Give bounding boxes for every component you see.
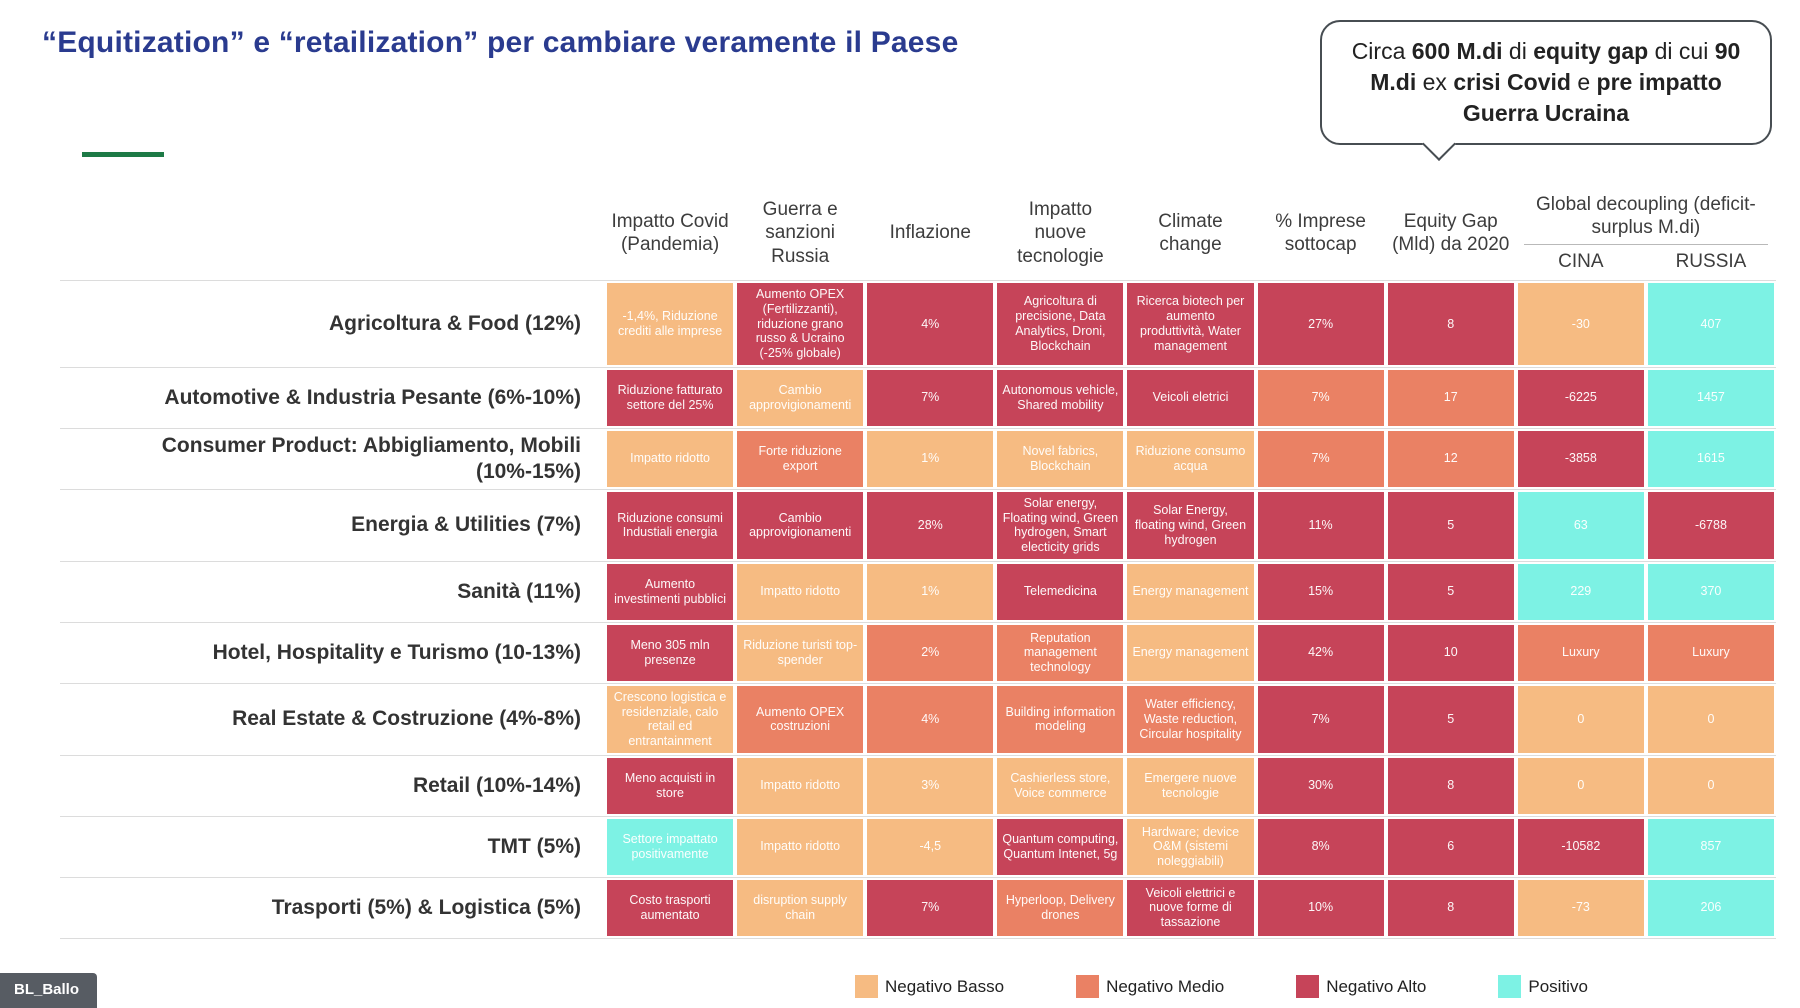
table-cell: 8 (1388, 758, 1514, 814)
table-cell: 7% (1258, 431, 1384, 487)
legend-swatch (1076, 975, 1099, 998)
column-group-global-decoupling (1516, 193, 1776, 273)
table-cell: Impatto ridotto (607, 431, 733, 487)
table-cell: 3% (867, 758, 993, 814)
table-row (60, 561, 1776, 622)
table-cell: Aumento OPEX (Fertilizzanti), riduzione grano russo & Ucraino (-25% globale) (737, 283, 863, 365)
table-cell: Ricerca biotech per aumento produttività, Water management (1127, 283, 1253, 365)
table-cell: 5 (1388, 564, 1514, 620)
column-header-equity-gap: Equity Gap (Mld) da 2020 (1392, 210, 1510, 255)
column-header-cina: CINA (1558, 251, 1604, 273)
table-cell: 30% (1258, 758, 1384, 814)
column-header-inflazione: Inflazione (889, 222, 971, 244)
table-cell: 10 (1388, 625, 1514, 681)
table-cell: Solar Energy, floating wind, Green hydrogen (1127, 492, 1253, 559)
table-cell: Meno 305 mln presenze (607, 625, 733, 681)
table-cell: 8% (1258, 819, 1384, 875)
table-row (60, 816, 1776, 877)
legend-item (1076, 975, 1224, 998)
table-cell: -6788 (1648, 492, 1774, 559)
color-legend (855, 975, 1588, 998)
row-label: Agricoltura & Food (12%) (328, 311, 581, 335)
table-cell: 6 (1388, 819, 1514, 875)
table-cell: Crescono logistica e residenziale, calo retail ed entrantainment (607, 686, 733, 753)
legend-item (1498, 975, 1588, 998)
row-label: Automotive & Industria Pesante (6%-10%) (164, 385, 581, 409)
table-cell: Quantum computing, Quantum Intenet, 5g (997, 819, 1123, 875)
table-cell: Riduzione consumi Industiali energia (607, 492, 733, 559)
table-cell: -6225 (1518, 370, 1644, 426)
table-row (60, 755, 1776, 816)
row-label: Energia & Utilities (7%) (351, 513, 581, 537)
table-cell: Veicoli eletrici (1127, 370, 1253, 426)
legend-label: Negativo Basso (885, 976, 1005, 996)
table-cell: Autonomous vehicle, Shared mobility (997, 370, 1123, 426)
table-cell: Hyperloop, Delivery drones (997, 880, 1123, 936)
row-label: Consumer Product: Abbigliamento, Mobili (10%-15%) (161, 433, 581, 483)
table-cell: -3858 (1518, 431, 1644, 487)
table-cell: Impatto ridotto (737, 564, 863, 620)
table-cell: 4% (867, 283, 993, 365)
table-cell: Forte riduzione export (737, 431, 863, 487)
table-row (60, 489, 1776, 561)
table-cell: Veicoli elettrici e nuove forme di tassazione (1127, 880, 1253, 936)
column-header-russia: RUSSIA (1675, 251, 1747, 273)
table-cell: Riduzione turisti top-spender (737, 625, 863, 681)
table-cell: 206 (1648, 880, 1774, 936)
table-cell: 10% (1258, 880, 1384, 936)
table-cell: Riduzione consumo acqua (1127, 431, 1253, 487)
page-title: “Equitization” e “retailization” per cambiare veramente il Paese (42, 26, 959, 59)
row-label: Retail (10%-14%) (412, 773, 581, 797)
table-cell: Luxury (1648, 625, 1774, 681)
table-cell: Emergere nuove tecnologie (1127, 758, 1253, 814)
table-cell: Solar energy, Floating wind, Green hydrogen, Smart electicity grids (997, 492, 1123, 559)
table-cell: 7% (867, 370, 993, 426)
title-accent-dash (82, 152, 164, 157)
table-cell: Meno acquisti in store (607, 758, 733, 814)
table-cell: 12 (1388, 431, 1514, 487)
table-cell: Reputation management technology (997, 625, 1123, 681)
table-cell: 5 (1388, 686, 1514, 753)
table-cell: Energy management (1127, 625, 1253, 681)
table-cell: Novel fabrics, Blockchain (997, 431, 1123, 487)
table-cell: Riduzione fatturato settore del 25% (607, 370, 733, 426)
table-cell: Impatto ridotto (737, 758, 863, 814)
table-cell: 407 (1648, 283, 1774, 365)
row-label: Sanità (11%) (457, 579, 581, 603)
table-cell: 0 (1648, 758, 1774, 814)
legend-item (855, 975, 1004, 998)
table-cell: Hardware; device O&M (sistemi noleggiabili) (1127, 819, 1253, 875)
table-cell: 63 (1518, 492, 1644, 559)
table-row (60, 428, 1776, 489)
table-cell: -4,5 (867, 819, 993, 875)
legend-label: Negativo Alto (1326, 976, 1427, 996)
table-cell: 2% (867, 625, 993, 681)
table-cell: Water efficiency, Waste reduction, Circular hospitality (1127, 686, 1253, 753)
table-cell: 8 (1388, 880, 1514, 936)
table-cell: 4% (867, 686, 993, 753)
column-header-sottocap: % Imprese sottocap (1275, 210, 1366, 255)
row-label: TMT (5%) (487, 834, 581, 858)
table-cell: 11% (1258, 492, 1384, 559)
presenter-badge: BL_Ballo (0, 973, 97, 1008)
table-cell: -73 (1518, 880, 1644, 936)
table-row (60, 877, 1776, 939)
table-cell: 8 (1388, 283, 1514, 365)
legend-swatch (1498, 975, 1521, 998)
table-cell: Costo trasporti aumentato (607, 880, 733, 936)
legend-swatch (855, 975, 878, 998)
table-cell: 17 (1388, 370, 1514, 426)
callout-text: Circa 600 M.di di equity gap di cui 90 M.di ex crisi Covid e pre impatto Guerra Ucraina (1351, 38, 1741, 127)
table-cell: Telemedicina (997, 564, 1123, 620)
table-row (60, 280, 1776, 367)
table-cell: -10582 (1518, 819, 1644, 875)
legend-label: Positivo (1528, 976, 1588, 996)
column-header-covid: Impatto Covid (Pandemia) (611, 210, 729, 255)
table-cell: 28% (867, 492, 993, 559)
column-header-climate: Climate change (1158, 210, 1223, 255)
table-cell: Cambio approvigionamenti (737, 492, 863, 559)
equity-gap-callout (1320, 20, 1772, 145)
table-cell: Aumento OPEX costruzioni (737, 686, 863, 753)
table-cell: 857 (1648, 819, 1774, 875)
table-cell: 1% (867, 564, 993, 620)
table-cell: 0 (1518, 686, 1644, 753)
table-cell: -30 (1518, 283, 1644, 365)
table-cell: Impatto ridotto (737, 819, 863, 875)
row-label: Hotel, Hospitality e Turismo (10-13%) (212, 640, 581, 664)
column-header-guerra: Guerra e sanzioni Russia (762, 199, 838, 267)
table-cell: 7% (867, 880, 993, 936)
table-cell: Building information modeling (997, 686, 1123, 753)
table-cell: Cambio approvigionamenti (737, 370, 863, 426)
table-cell: 15% (1258, 564, 1384, 620)
legend-item (1296, 975, 1426, 998)
table-cell: 7% (1258, 686, 1384, 753)
table-cell: 0 (1648, 686, 1774, 753)
table-cell: 370 (1648, 564, 1774, 620)
column-group-title: Global decoupling (deficit-surplus M.di) (1524, 193, 1768, 245)
table-cell: Agricoltura di precisione, Data Analytics, Droni, Blockchain (997, 283, 1123, 365)
table-header-row (60, 186, 1776, 280)
table-cell: 1615 (1648, 431, 1774, 487)
row-label: Real Estate & Costruzione (4%-8%) (232, 707, 581, 731)
impact-heatmap-table (60, 186, 1776, 939)
table-row (60, 622, 1776, 683)
table-cell: 1% (867, 431, 993, 487)
table-cell: Energy management (1127, 564, 1253, 620)
table-cell: 27% (1258, 283, 1384, 365)
table-cell: Cashierless store, Voice commerce (997, 758, 1123, 814)
table-cell: 42% (1258, 625, 1384, 681)
table-body (60, 280, 1776, 939)
table-cell: Aumento investimenti pubblici (607, 564, 733, 620)
table-cell: -1,4%, Riduzione crediti alle imprese (607, 283, 733, 365)
legend-swatch (1296, 975, 1319, 998)
table-cell: 5 (1388, 492, 1514, 559)
row-label: Trasporti (5%) & Logistica (5%) (271, 895, 581, 919)
legend-label: Negativo Medio (1106, 976, 1225, 996)
table-cell: 0 (1518, 758, 1644, 814)
table-cell: 1457 (1648, 370, 1774, 426)
table-cell: Settore impattato positivamente (607, 819, 733, 875)
table-cell: 229 (1518, 564, 1644, 620)
table-row (60, 367, 1776, 428)
table-cell: 7% (1258, 370, 1384, 426)
column-header-tecnologie: Impatto nuove tecnologie (1017, 199, 1104, 267)
table-cell: disruption supply chain (737, 880, 863, 936)
callout-tail (1422, 127, 1456, 161)
table-row (60, 683, 1776, 755)
table-cell: Luxury (1518, 625, 1644, 681)
